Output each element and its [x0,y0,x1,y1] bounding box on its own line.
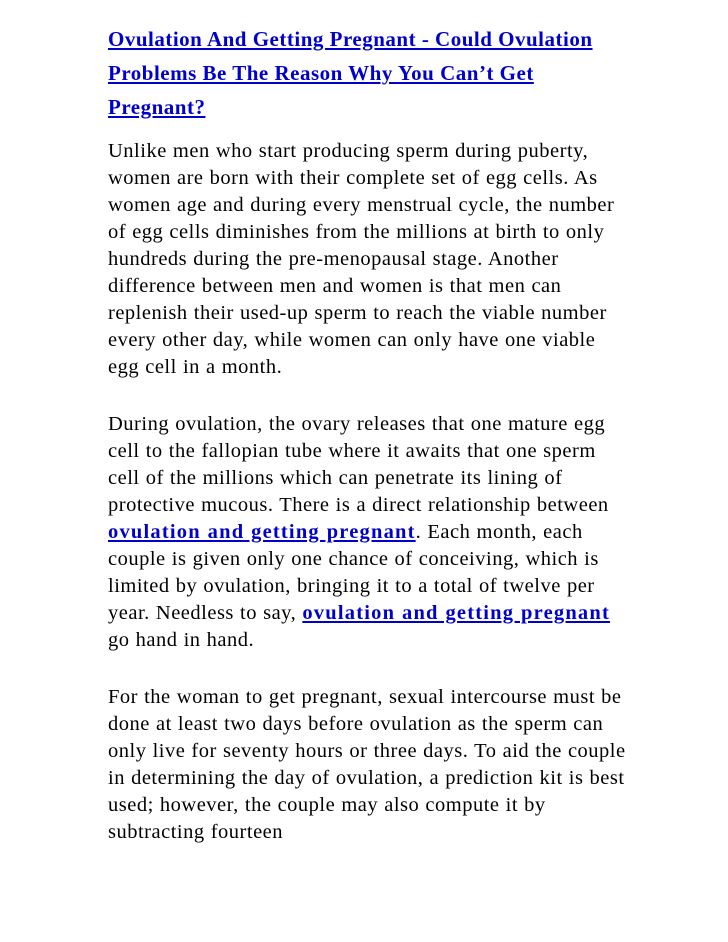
article-title-link[interactable]: Ovulation And Getting Pregnant - Could Ovulation Problems Be The Reason Why You Can’t Get Pregnant? [108,27,593,119]
ovulation-link-2[interactable]: ovulation and getting pregnant [302,602,610,624]
paragraph-3: For the woman to get pregnant, sexual intercourse must be done at least two days before ovulation as the sperm can only live for seventy hours or three days. To aid the couple in determining the day of ovulation, a prediction kit is best used; however, the couple may also compute it by subtracting fourteen [108,686,626,843]
document-page [108,22,628,846]
paragraph-2 [108,411,628,654]
paragraph-2-text-1: During ovulation, the ovary releases that one mature egg cell to the fallopian tube where it awaits that one sperm cell of the millions which can penetrate its lining of protective mucous. There is a direct relationship between [108,413,609,516]
ovulation-link-1[interactable]: ovulation and getting pregnant [108,521,416,543]
article-title [108,22,628,124]
paragraph-2-text-2: . Each month, each couple is given only one chance of conceiving, which is limited by ovulation, bringing it to a total of twelve per year. Needless to say, [108,521,599,624]
paragraph-1: Unlike men who start producing sperm during puberty, women are born with their complete set of egg cells. As women age and during every menstrual cycle, the number of egg cells diminishes from the millions at birth to only hundreds during the pre-menopausal stage. Another difference between men and women is that men can replenish their used-up sperm to reach the viable number every other day, while women can only have one viable egg cell in a month. [108,140,615,378]
paragraph-2-text-3: go hand in hand. [108,629,255,651]
